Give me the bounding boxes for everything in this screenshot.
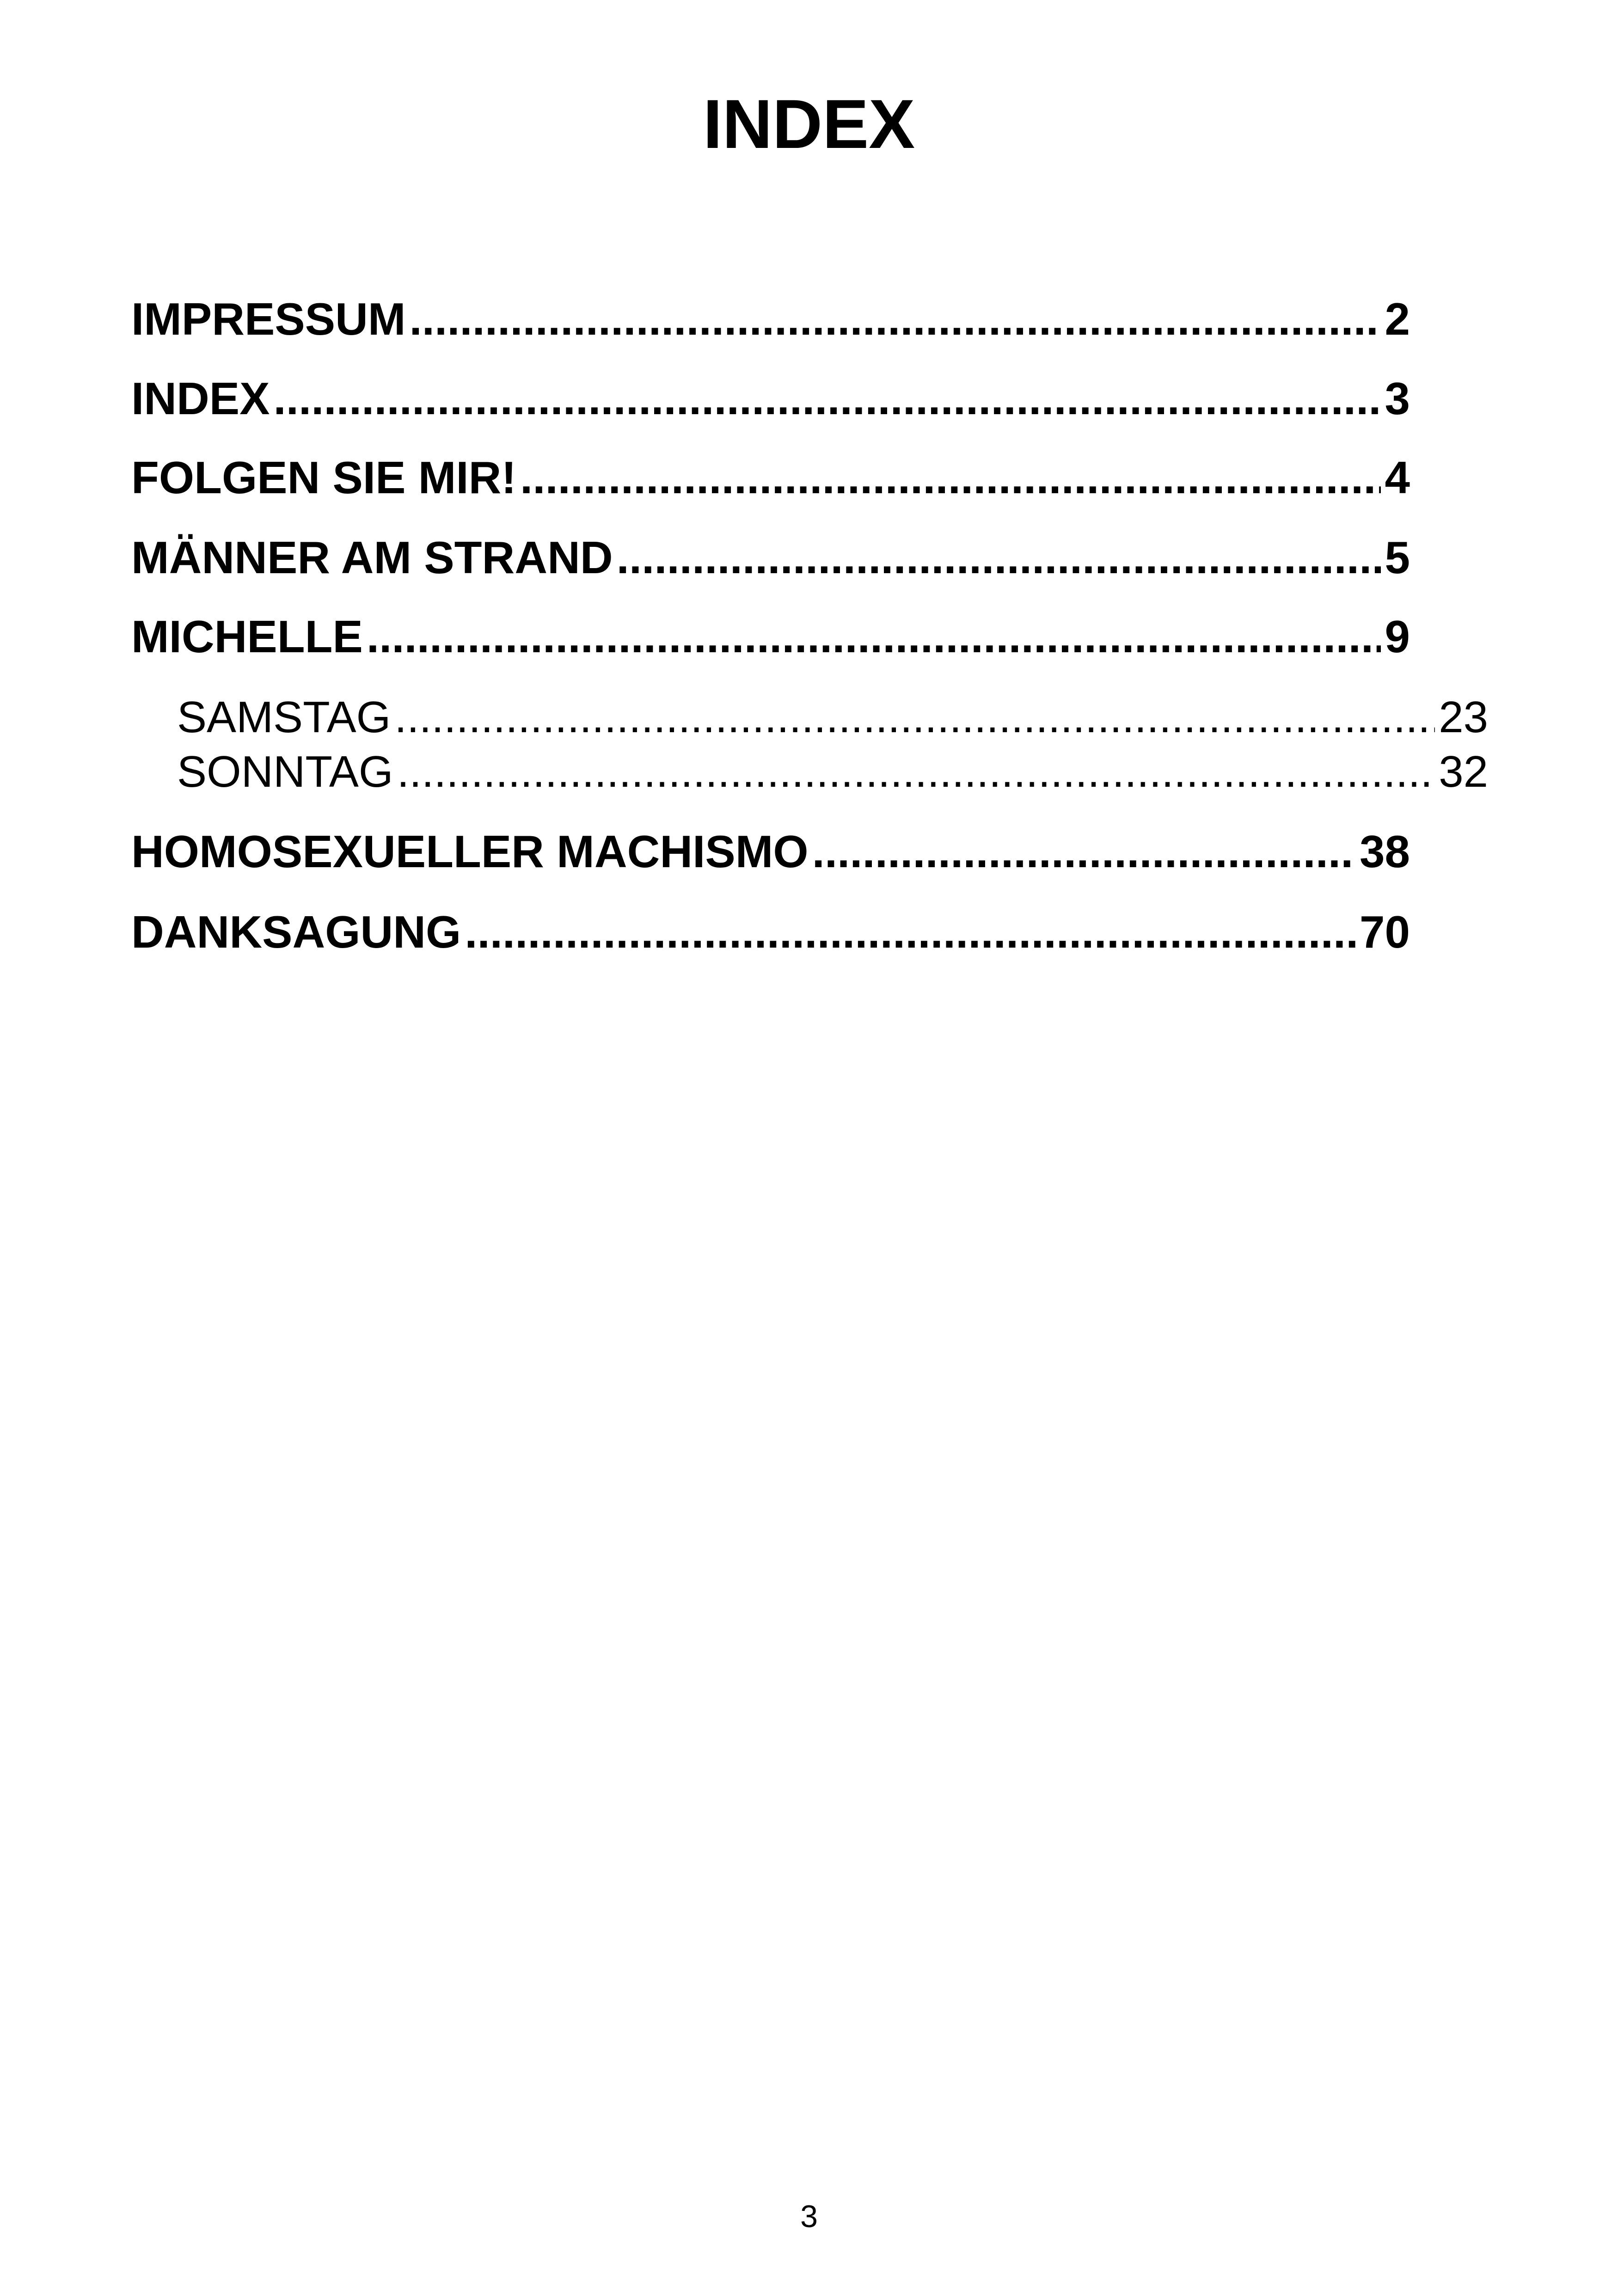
toc-entry-danksagung[interactable] <box>131 902 1410 962</box>
dot-leader <box>367 606 1381 667</box>
toc-entry-page-number: 4 <box>1385 452 1410 503</box>
toc-entry-impressum[interactable] <box>131 289 1410 349</box>
toc-subentry-sonntag[interactable] <box>177 744 1488 800</box>
toc-entry-page-number: 2 <box>1385 294 1410 344</box>
dot-leader <box>465 902 1356 962</box>
footer-page-number: 3 <box>800 2199 818 2234</box>
toc-entry-page-number: 5 <box>1385 532 1410 583</box>
toc-entry-index[interactable] <box>131 368 1410 429</box>
dot-leader <box>812 821 1356 882</box>
toc-entry-page-number: 3 <box>1385 373 1410 424</box>
toc-entry-label: FOLGEN SIE MIR! <box>131 452 516 503</box>
toc-entry-page-number: 70 <box>1359 906 1410 957</box>
toc-entry-label: DANKSAGUNG <box>131 906 461 957</box>
toc-entry-maenner-am-strand[interactable] <box>131 527 1410 588</box>
toc-entry-label: MICHELLE <box>131 611 363 662</box>
toc-entry-label: INDEX <box>131 373 270 424</box>
toc-entry-label: IMPRESSUM <box>131 294 406 344</box>
toc-entry-homosexueller-machismo[interactable] <box>131 821 1410 882</box>
dot-leader <box>394 690 1435 745</box>
dot-leader <box>274 368 1381 429</box>
dot-leader <box>397 744 1435 800</box>
toc-entry-folgen-sie-mir[interactable] <box>131 447 1410 508</box>
toc-subentry-samstag[interactable] <box>177 690 1488 745</box>
toc-entry-label: SAMSTAG <box>177 692 391 742</box>
toc-entry-page-number: 32 <box>1439 747 1488 796</box>
toc-entry-label: MÄNNER AM STRAND <box>131 532 613 583</box>
toc-entry-label: SONNTAG <box>177 747 393 796</box>
page-title: INDEX <box>703 85 915 163</box>
toc-entry-page-number: 38 <box>1359 826 1410 877</box>
dot-leader <box>410 289 1381 349</box>
dot-leader <box>520 447 1381 508</box>
toc-entry-label: HOMOSEXUELLER MACHISMO <box>131 826 809 877</box>
dot-leader <box>617 527 1381 588</box>
toc-entry-page-number: 23 <box>1439 692 1488 742</box>
toc-entry-page-number: 9 <box>1385 611 1410 662</box>
toc-entry-michelle[interactable] <box>131 606 1410 667</box>
